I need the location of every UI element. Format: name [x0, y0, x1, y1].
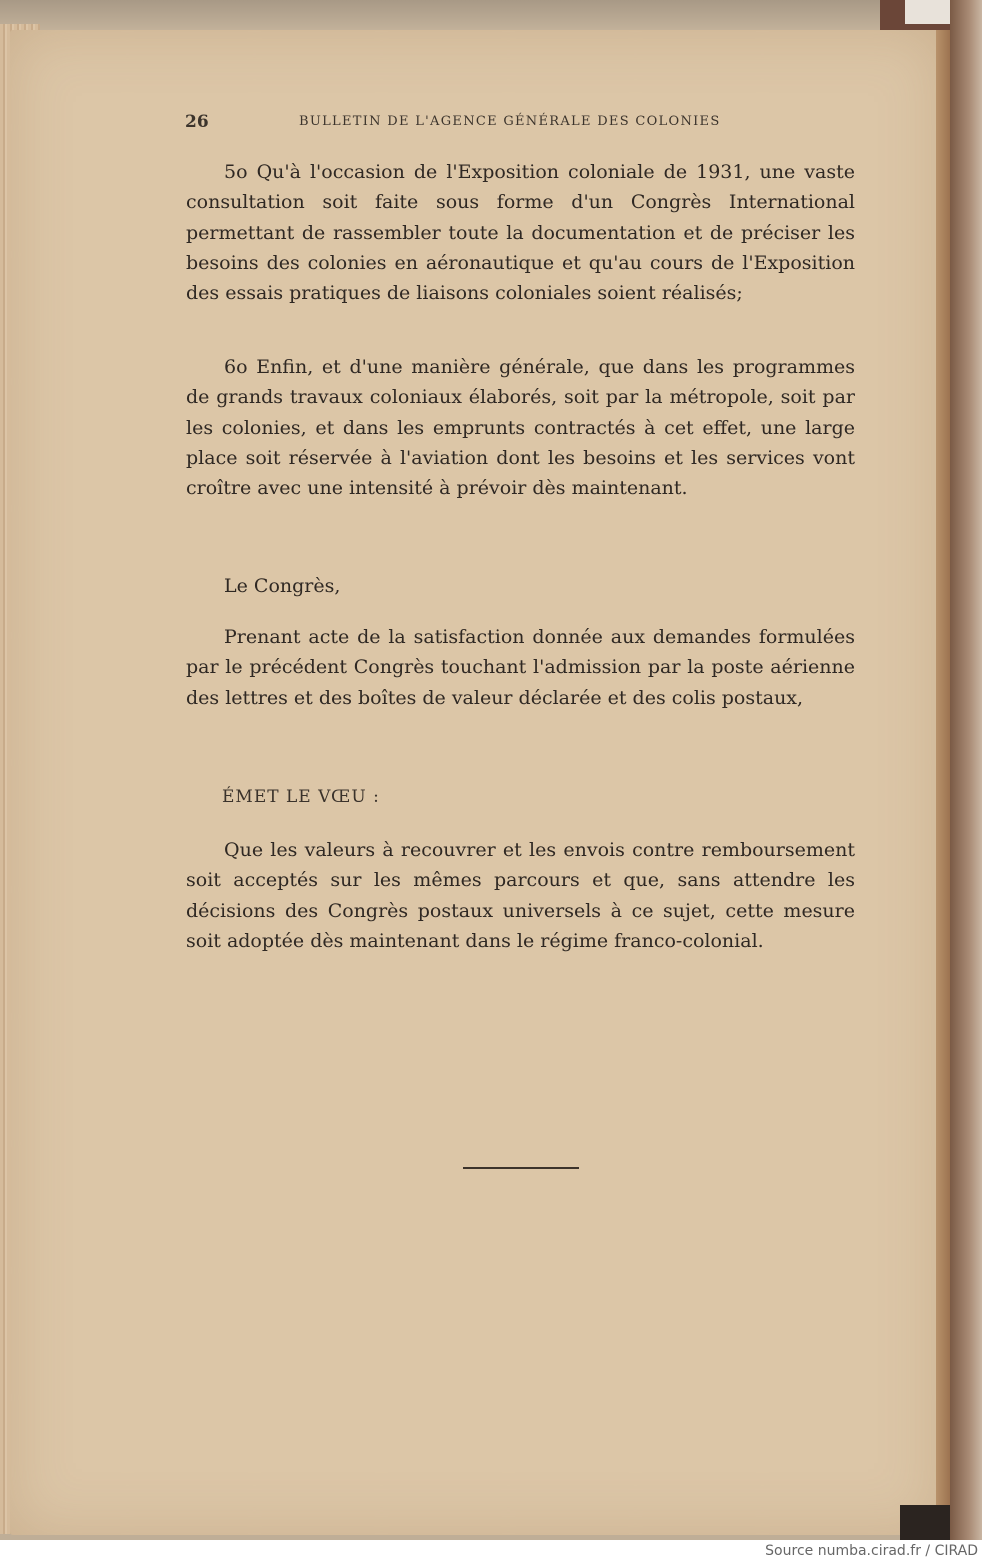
- section-end-rule: [463, 1167, 579, 1169]
- le-congres-text: Le Congrès,: [224, 575, 341, 597]
- page-gutter-shadow: [936, 30, 950, 1535]
- page-header: [185, 112, 745, 132]
- scan-top-edge: [0, 0, 982, 30]
- paragraph-item-6-text: 6o Enfin, et d'une manière générale, que dans les programmes de grands travaux coloniaux élaborés, soit par la métropole, soit par les colonies, et dans les emprunts contractés à cet effet, une large place soit réservée à l'aviation dont les besoins et les services vont croître avec une intensité à prévoir dès maintenant.: [186, 356, 855, 500]
- paragraph-que-les: [186, 835, 855, 956]
- running-title: BULLETIN DE L'AGENCE GÉNÉRALE DES COLONIES: [299, 114, 721, 129]
- paragraph-prenant-text: Prenant acte de la satisfaction donnée aux demandes formulées par le précédent Congrès touchant l'admission par la poste aérienne des lettres et des boîtes de valeur déclarée et des colis postaux,: [186, 626, 855, 709]
- emet-le-voeu-heading: ÉMET LE VŒU :: [222, 787, 380, 807]
- paragraph-que-les-text: Que les valeurs à recouvrer et les envois contre remboursement soit acceptés sur les mêmes parcours et que, sans attendre les décisions des Congrès postaux universels à ce sujet, cette mesure soit adoptée dès maintenant dans le régime franco-colonial.: [186, 839, 855, 952]
- source-credit: Source numba.cirad.fr / CIRAD: [765, 1543, 978, 1559]
- paragraph-item-5: [186, 157, 855, 308]
- paragraph-prenant: [186, 622, 855, 713]
- paragraph-item-5-text: 5o Qu'à l'occasion de l'Exposition coloniale de 1931, une vaste consultation soit faite sous forme d'un Congrès International permettant de rassembler toute la documentation et de préciser les besoins des colonies en aéronautique et qu'au cours de l'Exposition des essais pratiques de liaisons coloniales soient réalisés;: [186, 161, 855, 305]
- le-congres-heading: [186, 571, 855, 601]
- paragraph-item-6: [186, 352, 855, 503]
- scan-corner-shadow: [900, 1505, 950, 1540]
- book-cover-edge: [950, 0, 982, 1540]
- page-number: 26: [185, 112, 209, 132]
